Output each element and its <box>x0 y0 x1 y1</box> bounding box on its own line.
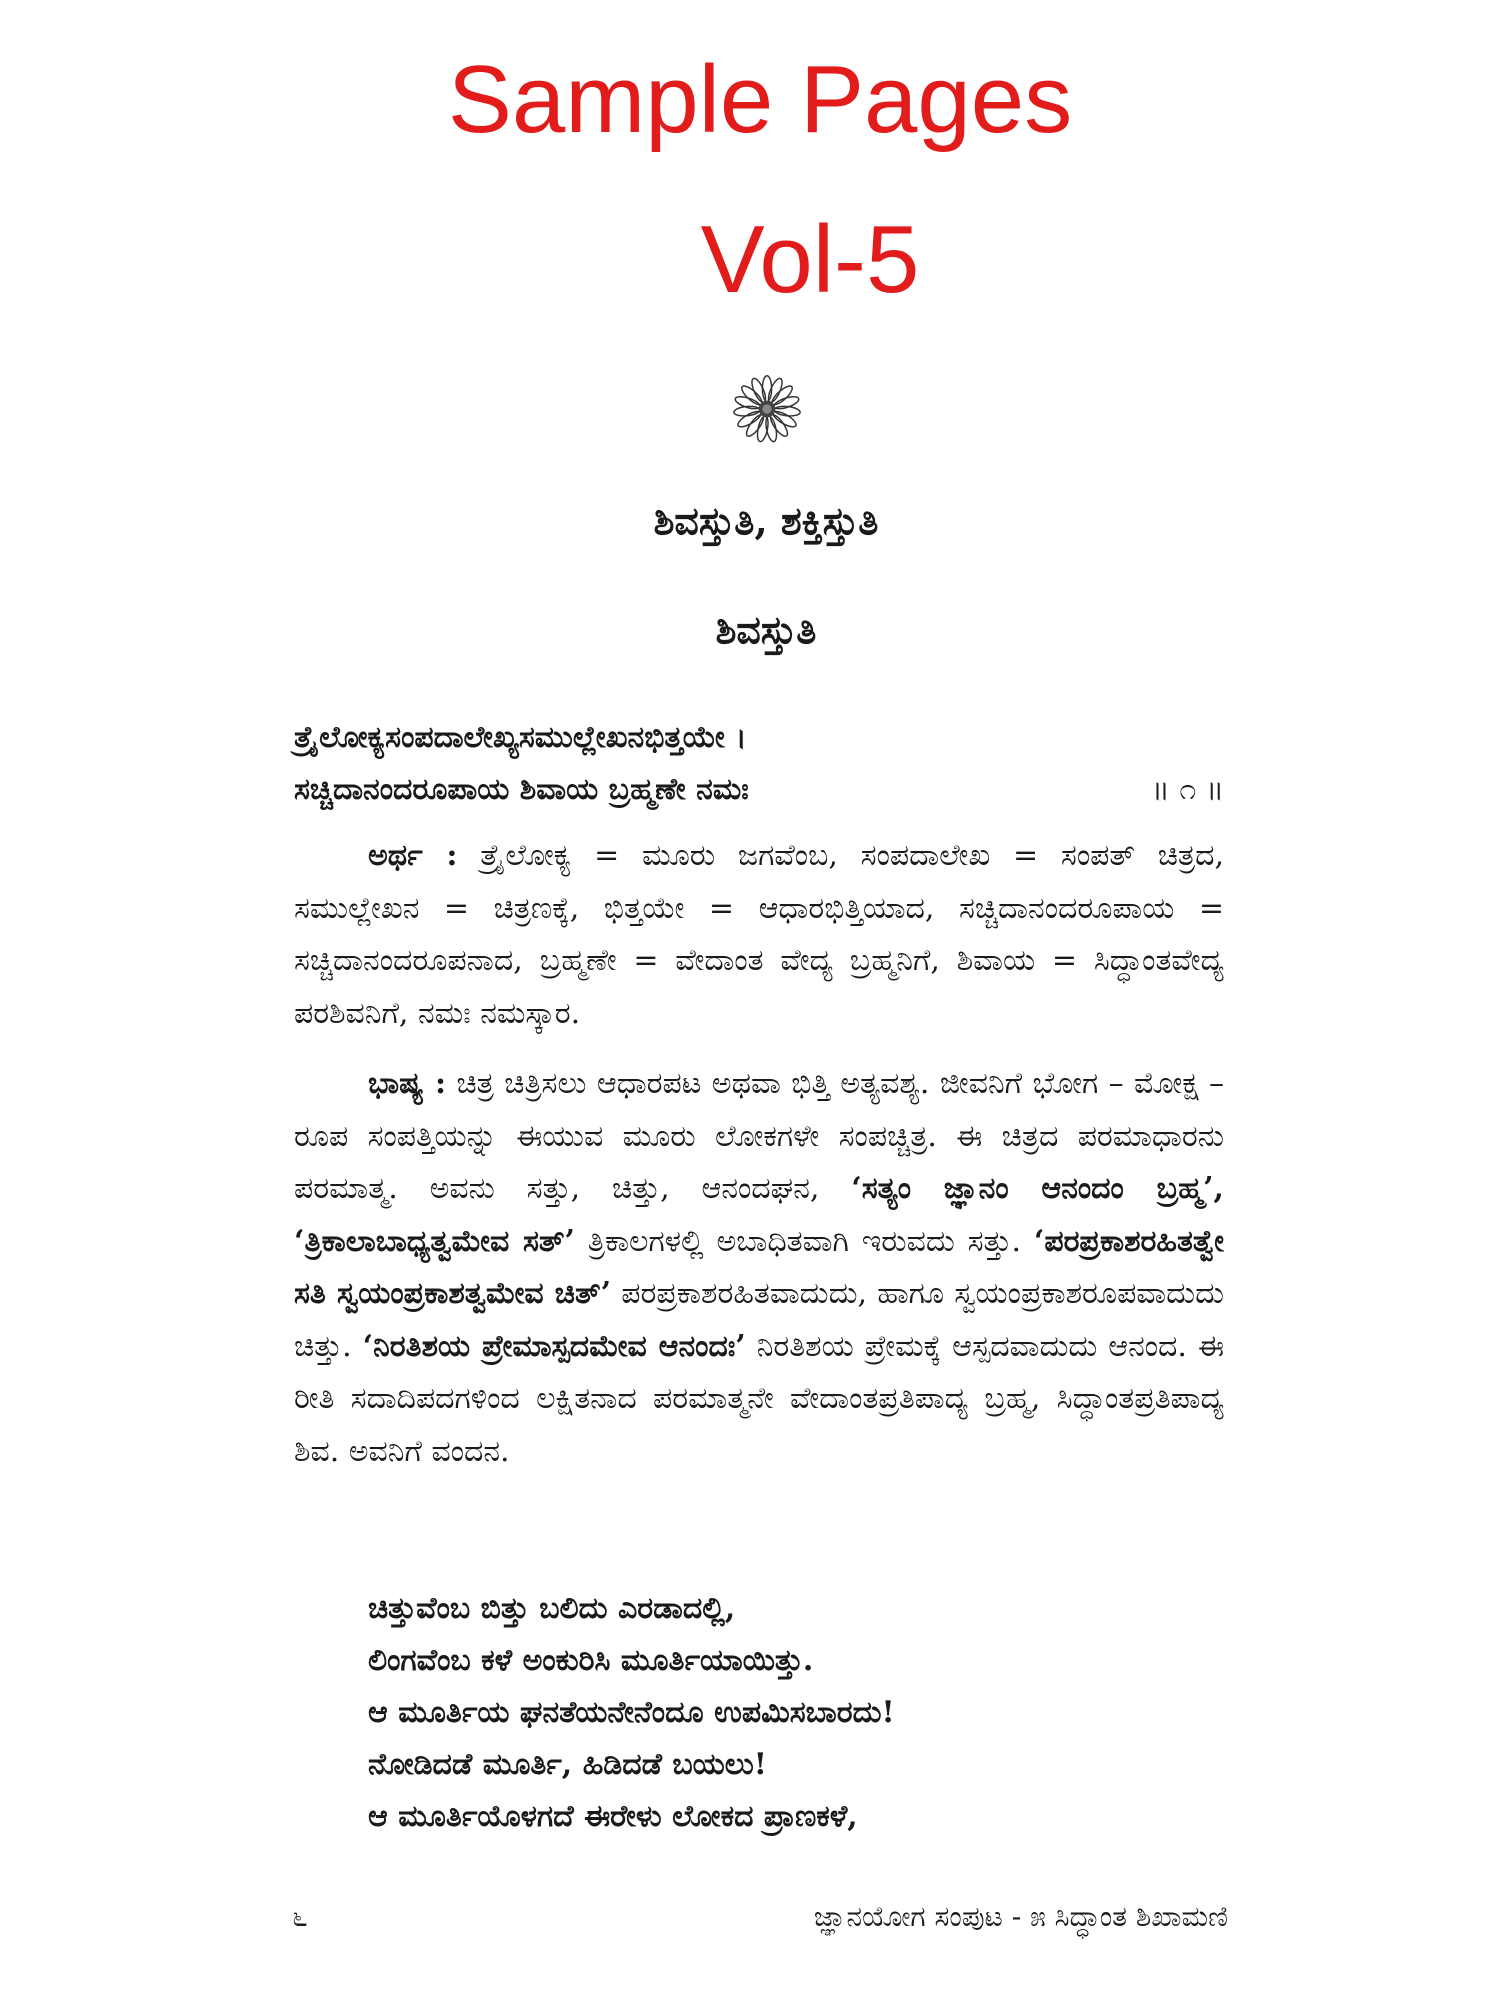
running-footer-title: ಜ್ಞಾನಯೋಗ ಸಂಪುಟ - ೫ ಸಿದ್ಧಾಂತ ಶಿಖಾಮಣಿ <box>813 1900 1228 1933</box>
flower-ornament-icon <box>730 372 804 446</box>
artha-text: ತ್ರೈಲೋಕ್ಯ = ಮೂರು ಜಗವೆಂಬ, ಸಂಪದಾಲೇಖ = ಸಂಪತ್ ಚಿತ್ರದ, ಸಮುಲ್ಲೇಖನ = ಚಿತ್ರಣಕ್ಕೆ, ಭಿತ್ತಯೇ = ಆಧಾರಭಿತ್ತಿಯಾದ, ಸಚ್ಚಿದಾನಂದರೂಪಾಯ = ಸಚ್ಚಿದಾನಂದರೂಪನಾದ, ಬ್ರಹ್ಮಣೇ = ವೇದಾಂತ ವೇದ್ಯ ಬ್ರಹ್ಮನಿಗೆ, ಶಿವಾಯ = ಸಿದ್ಧಾಂತವೇದ್ಯ ಪರಶಿವನಿಗೆ, ನಮಃ ನಮಸ್ಕಾರ. <box>294 838 1224 1031</box>
vachana-line: ಆ ಮೂರ್ತಿಯ ಘನತೆಯನೇನೆಂದೂ ಉಪಮಿಸಬಾರದು! <box>368 1695 895 1730</box>
bhashya-paragraph <box>294 1050 1224 1478</box>
verse-line-text: ಸಚ್ಚಿದಾನಂದರೂಪಾಯ ಶಿವಾಯ ಬ್ರಹ್ಮಣೇ ನಮಃ <box>294 772 749 807</box>
bhashya-text: ತ್ರಿಕಾಲಗಳಲ್ಲಿ ಅಬಾಧಿತವಾಗಿ ಇರುವದು ಸತ್ತು. <box>587 1223 1022 1259</box>
bhashya-label: ಭಾಷ್ಯ : <box>368 1066 447 1101</box>
bhashya-quote: ‘ಸತ್ಯಂ ಜ್ಞಾನಂ ಆನಂದಂ ಬ್ರಹ್ಮ’, ‘ತ್ರಿಕಾಲಾಬಾಧ್ಯತ್ವಮೇವ ಸತ್’ <box>294 1171 1224 1259</box>
vachana-line: ನೋಡಿದಡೆ ಮೂರ್ತಿ, ಹಿಡಿದಡೆ ಬಯಲು! <box>368 1747 767 1782</box>
vachana-line: ಲಿಂಗವೆಂಬ ಕಳೆ ಅಂಕುರಿಸಿ ಮೂರ್ತಿಯಾಯಿತ್ತು. <box>368 1643 814 1678</box>
banner-volume: Vol-5 <box>700 206 920 313</box>
bhashya-quote: ‘ಪರಪ್ರಕಾಶರಹಿತತ್ವೇ ಸತಿ ಸ್ವಯಂಪ್ರಕಾಶತ್ವಮೇವ ಚಿತ್’ <box>294 1223 1225 1311</box>
bhashya-quote: ‘ನಿರತಿಶಯ ಪ್ರೇಮಾಸ್ಪದಮೇವ ಆನಂದಃ’ <box>362 1328 746 1364</box>
sloka-verse <box>294 712 1224 816</box>
chapter-title: ಶಿವಸ್ತುತಿ, ಶಕ್ತಿಸ್ತುತಿ <box>653 498 879 543</box>
vachana-line: ಆ ಮೂರ್ತಿಯೊಳಗದೆ ಈರೇಳು ಲೋಕದ ಪ್ರಾಣಕಳೆ, <box>368 1799 858 1834</box>
bhashya-text: ಪರಪ್ರಕಾಶರಹಿತವಾದುದು, ಹಾಗೂ ಸ್ವಯಂಪ್ರಕಾಶರೂಪವಾದುದು ಚಿತ್ತು. <box>294 1276 1224 1364</box>
verse-line <box>294 764 1224 816</box>
verse-line: ತ್ರೈಲೋಕ್ಯಸಂಪದಾಲೇಖ್ಯಸಮುಲ್ಲೇಖನಭಿತ್ತಯೇ । <box>294 720 747 755</box>
vachana-line: ಚಿತ್ತುವೆಂಬ ಬಿತ್ತು ಬಲಿದು ಎರಡಾದಲ್ಲಿ, <box>368 1591 736 1626</box>
bhashya-text: ಚಿತ್ರ ಚಿತ್ರಿಸಲು ಆಧಾರಪಟ ಅಥವಾ ಭಿತ್ತಿ ಅತ್ಯವಶ್ಯ. ಜೀವನಿಗೆ ಭೋಗ – ಮೋಕ್ಷ – ರೂಪ ಸಂಪತ್ತಿಯನ್ನು ಈಯುವ ಮೂರು ಲೋಕಗಳೇ ಸಂಪಚ್ಚಿತ್ರ. ಈ ಚಿತ್ರದ ಪರಮಾಧಾರನು ಪರಮಾತ್ಮ. ಅವನು ಸತ್ತು, ಚಿತ್ತು, ಆನಂದಘನ, <box>294 1066 1224 1206</box>
artha-paragraph <box>294 822 1224 1040</box>
page-number: ೬ <box>292 1900 308 1933</box>
artha-label: ಅರ್ಥ : <box>368 838 458 873</box>
verse-number: ॥ ೧ ॥ <box>1151 772 1224 807</box>
bhashya-text: ನಿರತಿಶಯ ಪ್ರೇಮಕ್ಕೆ ಆಸ್ಪದವಾದುದು ಆನಂದ. ಈ ರೀತಿ ಸದಾದಿಪದಗಳಿಂದ ಲಕ್ಷಿತನಾದ ಪರಮಾತ್ಮನೇ ವೇದಾಂತಪ್ರತಿಪಾದ್ಯ ಬ್ರಹ್ಮ, ಸಿದ್ಧಾಂತಪ್ರತಿಪಾದ್ಯ ಶಿವ. ಅವನಿಗೆ ವಂದನ. <box>294 1328 1224 1469</box>
banner-title: Sample Pages <box>447 46 1073 153</box>
vachana-block <box>368 1583 1228 1843</box>
section-title: ಶಿವಸ್ತುತಿ <box>715 607 817 652</box>
